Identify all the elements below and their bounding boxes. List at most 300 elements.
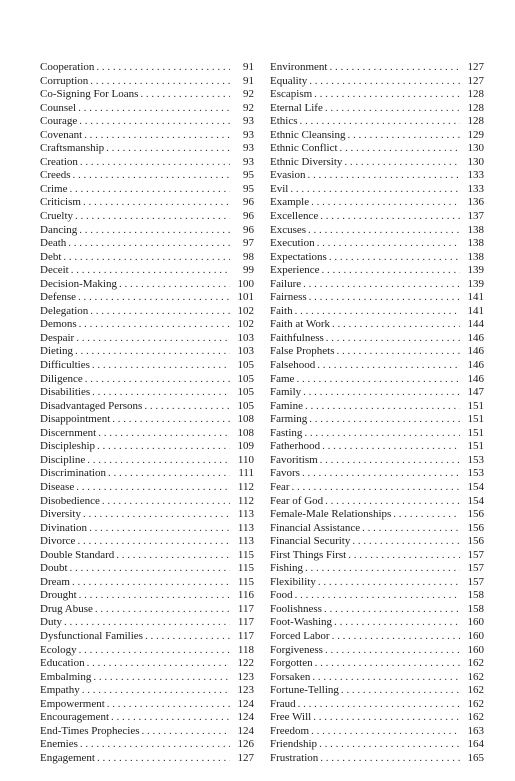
index-page-number: 151: [467, 399, 484, 412]
index-entry: [40, 698, 254, 712]
dot-leader: [82, 684, 230, 698]
index-page-number: 112: [237, 480, 254, 493]
index-term: Forgiveness: [270, 643, 323, 656]
index-entry: [40, 345, 254, 359]
index-term: Dream: [40, 575, 70, 588]
dot-leader: [142, 725, 230, 739]
index-entry: [270, 169, 484, 183]
index-page-number: 146: [467, 359, 484, 372]
dot-leader: [72, 576, 230, 590]
index-page-number: 165: [467, 751, 484, 764]
dot-leader: [305, 562, 460, 576]
index-entry: [40, 644, 254, 658]
index-page-number: 146: [467, 345, 484, 358]
index-page-number: 117: [237, 616, 254, 629]
dot-leader: [79, 115, 230, 129]
index-page-number: 96: [243, 223, 254, 236]
index-page-number: 146: [467, 372, 484, 385]
index-page-number: 137: [467, 210, 484, 223]
index-entry: [270, 630, 484, 644]
index-page-number: 98: [243, 250, 254, 263]
index-term: Experience: [270, 264, 320, 277]
index-term: Embalming: [40, 670, 92, 683]
index-entry: [40, 332, 254, 346]
dot-leader: [106, 142, 230, 156]
index-entry: [40, 386, 254, 400]
index-page-number: 138: [467, 237, 484, 250]
index-page-number: 158: [467, 589, 484, 602]
index-page-number: 138: [467, 223, 484, 236]
index-entry: [270, 264, 484, 278]
index-term: Creation: [40, 155, 78, 168]
index-term: Disease: [40, 480, 75, 493]
index-entry: [270, 603, 484, 617]
dot-leader: [78, 102, 230, 116]
dot-leader: [73, 169, 230, 183]
index-entry: [270, 345, 484, 359]
index-term: Faithfulness: [270, 331, 324, 344]
index-entry: [270, 251, 484, 265]
index-term: Courage: [40, 115, 78, 128]
index-entry: [270, 196, 484, 210]
index-term: Friendship: [270, 738, 318, 751]
dot-leader: [63, 251, 230, 265]
index-page-number: 116: [237, 589, 254, 602]
dot-leader: [79, 224, 230, 238]
index-term: Forgotten: [270, 657, 313, 670]
index-term: Evil: [270, 182, 289, 195]
index-entry: [270, 671, 484, 685]
index-page-number: 128: [467, 88, 484, 101]
index-entry: [40, 224, 254, 238]
index-page-number: 136: [467, 196, 484, 209]
index-page-number: 105: [237, 386, 254, 399]
index-page-number: 153: [467, 467, 484, 480]
index-page-number: 154: [467, 494, 484, 507]
index-page-number: 156: [467, 508, 484, 521]
index-page-number: 151: [467, 440, 484, 453]
index-entry: [270, 495, 484, 509]
index-entry: [40, 183, 254, 197]
index-entry: [40, 454, 254, 468]
dot-leader: [303, 278, 460, 292]
index-term: Forced Labor: [270, 629, 330, 642]
dot-leader: [90, 305, 230, 319]
dot-leader: [321, 264, 460, 278]
dot-leader: [84, 129, 230, 143]
index-page-number: 128: [467, 115, 484, 128]
index-entry: [40, 535, 254, 549]
index-page-number: 93: [243, 115, 254, 128]
index-term: Disadvantaged Persons: [40, 399, 143, 412]
index-page-number: 130: [467, 155, 484, 168]
dot-leader: [80, 156, 230, 170]
dot-leader: [75, 345, 230, 359]
dot-leader: [311, 725, 460, 739]
index-page-number: 162: [467, 684, 484, 697]
index-term: Evasion: [270, 169, 306, 182]
index-term: Empathy: [40, 684, 80, 697]
index-term: Crime: [40, 182, 68, 195]
index-entry: [270, 305, 484, 319]
index-entry: [40, 359, 254, 373]
index-entry: [40, 142, 254, 156]
dot-leader: [116, 549, 230, 563]
index-term: Failure: [270, 277, 302, 290]
index-page-number: 93: [243, 142, 254, 155]
index-page-number: 151: [467, 413, 484, 426]
dot-leader: [320, 454, 460, 468]
index-term: Faith: [270, 304, 293, 317]
index-term: Death: [40, 237, 67, 250]
index-entry: [40, 251, 254, 265]
dot-leader: [83, 508, 230, 522]
dot-leader: [68, 237, 230, 251]
dot-leader: [70, 183, 231, 197]
index-term: Excuses: [270, 223, 307, 236]
index-entry: [270, 522, 484, 536]
dot-leader: [98, 427, 230, 441]
index-entry: [40, 400, 254, 414]
index-term: Delegation: [40, 304, 89, 317]
dot-leader: [92, 359, 230, 373]
index-term: Fear: [270, 480, 290, 493]
dot-leader: [145, 630, 230, 644]
dot-leader: [320, 752, 460, 766]
index-page-number: 162: [467, 670, 484, 683]
index-term: Falsehood: [270, 359, 316, 372]
index-term: Enemies: [40, 738, 78, 751]
index-term: Fatherhood: [270, 440, 321, 453]
index-term: Criticism: [40, 196, 81, 209]
index-term: Frustration: [270, 751, 319, 764]
dot-leader: [96, 61, 230, 75]
index-term: Fame: [270, 372, 295, 385]
index-entry: [40, 318, 254, 332]
index-page-number: 139: [467, 277, 484, 290]
index-page-number: 124: [237, 711, 254, 724]
index-page-number: 105: [237, 359, 254, 372]
index-page-number: 153: [467, 453, 484, 466]
index-page-number: 91: [243, 61, 254, 73]
index-term: Discipline: [40, 453, 86, 466]
index-entry: [40, 684, 254, 698]
dot-leader: [77, 535, 230, 549]
index-entry: [270, 467, 484, 481]
index-page-number: 105: [237, 399, 254, 412]
index-entry: [40, 616, 254, 630]
index-term: Drug Abuse: [40, 602, 93, 615]
index-term: Financial Assistance: [270, 521, 361, 534]
index-page-number: 130: [467, 142, 484, 155]
dot-leader: [144, 400, 230, 414]
index-term: Divorce: [40, 535, 76, 548]
index-page-number: 163: [467, 724, 484, 737]
index-page-number: 97: [243, 237, 254, 250]
dot-leader: [71, 264, 230, 278]
index-entry: [270, 535, 484, 549]
index-term: Fairness: [270, 291, 307, 304]
dot-leader: [102, 495, 230, 509]
index-page-number: 124: [237, 697, 254, 710]
dot-leader: [76, 481, 230, 495]
dot-leader: [119, 278, 230, 292]
index-entry: [270, 291, 484, 305]
index-page-number: 113: [237, 508, 254, 521]
index-term: Excellence: [270, 210, 319, 223]
index-term: Forsaken: [270, 670, 311, 683]
index-term: Famine: [270, 399, 303, 412]
dot-leader: [95, 603, 230, 617]
index-entry: [40, 630, 254, 644]
dot-leader: [309, 413, 460, 427]
dot-leader: [97, 440, 230, 454]
index-page-number: 95: [243, 182, 254, 195]
dot-leader: [312, 671, 460, 685]
index-entry: [270, 400, 484, 414]
index-entry: [40, 102, 254, 116]
index-page-number: 102: [237, 318, 254, 331]
index-term: Dieting: [40, 345, 73, 358]
dot-leader: [322, 440, 460, 454]
index-page-number: 162: [467, 697, 484, 710]
index-term: Double Standard: [40, 548, 115, 561]
index-term: Discrimination: [40, 467, 106, 480]
dot-leader: [332, 630, 460, 644]
dot-leader: [92, 386, 230, 400]
dot-leader: [311, 196, 460, 210]
index-term: Co-Signing For Loans: [40, 88, 139, 101]
index-term: Foot-Washing: [270, 616, 333, 629]
index-entry: [270, 440, 484, 454]
index-entry: [40, 508, 254, 522]
index-entry: [40, 427, 254, 441]
dot-leader: [108, 467, 230, 481]
dot-leader: [80, 738, 230, 752]
index-page-number: 112: [237, 494, 254, 507]
index-entry: [270, 278, 484, 292]
dot-leader: [344, 156, 460, 170]
dot-leader: [348, 549, 460, 563]
index-term: Free Will: [270, 711, 312, 724]
index-page-number: 156: [467, 521, 484, 534]
index-entry: [270, 711, 484, 725]
index-entry: [270, 481, 484, 495]
index-term: Covenant: [40, 128, 83, 141]
index-term: Eternal Life: [270, 101, 323, 114]
index-term: End-Times Prophecies: [40, 724, 140, 737]
index-term: Fraud: [270, 697, 296, 710]
index-page-number: 101: [237, 291, 254, 304]
index-page-number: 115: [237, 575, 254, 588]
index-page-number: 117: [237, 629, 254, 642]
index-term: False Prophets: [270, 345, 335, 358]
index-page-number: 113: [237, 521, 254, 534]
index-page-number: 133: [467, 182, 484, 195]
index-term: Demons: [40, 318, 77, 331]
index-term: Decision-Making: [40, 277, 117, 290]
index-term: Deceit: [40, 264, 69, 277]
index-term: Ethnic Conflict: [270, 142, 338, 155]
index-term: Despair: [40, 331, 75, 344]
index-entry: [270, 698, 484, 712]
index-page-number: 103: [237, 331, 254, 344]
index-page-number: 110: [237, 453, 254, 466]
index-entry: [270, 318, 484, 332]
index-entry: [40, 495, 254, 509]
dot-leader: [324, 603, 460, 617]
index-term: Doubt: [40, 562, 68, 575]
index-entry: [40, 752, 254, 766]
index-entry: [270, 373, 484, 387]
index-term: Family: [270, 386, 302, 399]
index-page-number: 127: [237, 751, 254, 764]
index-term: Engagement: [40, 751, 95, 764]
index-term: Favoritism: [270, 453, 318, 466]
index-entry: [40, 481, 254, 495]
index-term: Disappointment: [40, 413, 111, 426]
index-entry: [270, 752, 484, 766]
dot-leader: [325, 495, 460, 509]
index-term: Ethnic Cleansing: [270, 128, 346, 141]
dot-leader: [302, 467, 460, 481]
index-term: Diversity: [40, 508, 81, 521]
index-page-number: 156: [467, 535, 484, 548]
index-page-number: 139: [467, 264, 484, 277]
dot-leader: [317, 359, 460, 373]
index-entry: [270, 359, 484, 373]
index-term: Ethnic Diversity: [270, 155, 343, 168]
index-page-number: 93: [243, 128, 254, 141]
index-page-number: 115: [237, 548, 254, 561]
index-page-number: 154: [467, 480, 484, 493]
index-page-number: 93: [243, 155, 254, 168]
dot-leader: [292, 481, 460, 495]
index-entry: [40, 373, 254, 387]
dot-leader: [305, 400, 460, 414]
dot-leader: [309, 291, 460, 305]
dot-leader: [314, 88, 460, 102]
index-entry: [270, 738, 484, 752]
dot-leader: [83, 196, 230, 210]
dot-leader: [111, 711, 230, 725]
index-entry: [270, 725, 484, 739]
index-page-number: 160: [467, 616, 484, 629]
dot-leader: [140, 88, 230, 102]
index-page-number: 111: [238, 467, 254, 480]
index-page-number: 123: [237, 670, 254, 683]
dot-leader: [87, 657, 230, 671]
index-page-number: 160: [467, 643, 484, 656]
index-term: Discernment: [40, 426, 97, 439]
index-term: Fortune-Telling: [270, 684, 339, 697]
index-entry: [40, 589, 254, 603]
index-page-number: 99: [243, 264, 254, 277]
index-entry: [270, 210, 484, 224]
index-entry: [270, 644, 484, 658]
dot-leader: [332, 318, 460, 332]
dot-leader: [85, 373, 230, 387]
index-page-number: 147: [467, 386, 484, 399]
index-term: Freedom: [270, 724, 310, 737]
index-page-number: 146: [467, 331, 484, 344]
index-entry: [270, 61, 484, 75]
index-entry: [270, 224, 484, 238]
dot-leader: [320, 210, 460, 224]
index-page-number: 138: [467, 250, 484, 263]
index-entry: [40, 264, 254, 278]
index-entry: [270, 183, 484, 197]
index-term: Expectations: [270, 250, 327, 263]
index-entry: [270, 413, 484, 427]
index-entry: [270, 576, 484, 590]
dot-leader: [300, 115, 461, 129]
dot-leader: [393, 508, 460, 522]
dot-leader: [112, 413, 230, 427]
index-term: Corruption: [40, 74, 89, 87]
index-term: Fear of God: [270, 494, 324, 507]
index-term: Empowerment: [40, 697, 105, 710]
dot-leader: [79, 318, 230, 332]
index-entry: [40, 522, 254, 536]
index-term: First Things First: [270, 548, 347, 561]
index-term: Foolishness: [270, 602, 322, 615]
dot-leader: [308, 224, 460, 238]
index-entry: [270, 156, 484, 170]
index-term: Cruelty: [40, 210, 73, 223]
index-entry: [40, 305, 254, 319]
index-page-number: 127: [467, 61, 484, 73]
index-term: Escapism: [270, 88, 313, 101]
index-entry: [40, 129, 254, 143]
dot-leader: [329, 61, 460, 75]
index-entry: [270, 684, 484, 698]
dot-leader: [329, 251, 460, 265]
index-page: [40, 61, 484, 765]
dot-leader: [295, 589, 460, 603]
index-term: Drought: [40, 589, 77, 602]
index-entry: [270, 386, 484, 400]
dot-leader: [303, 386, 460, 400]
index-entry: [40, 562, 254, 576]
index-term: Fasting: [270, 426, 303, 439]
dot-leader: [318, 576, 460, 590]
index-page-number: 113: [237, 535, 254, 548]
index-term: Education: [40, 657, 85, 670]
dot-leader: [97, 752, 230, 766]
index-page-number: 160: [467, 629, 484, 642]
index-page-number: 158: [467, 602, 484, 615]
index-entry: [40, 711, 254, 725]
index-page-number: 162: [467, 657, 484, 670]
index-entry: [40, 576, 254, 590]
dot-leader: [87, 454, 230, 468]
index-page-number: 126: [237, 738, 254, 751]
index-term: Divination: [40, 521, 88, 534]
dot-leader: [89, 522, 230, 536]
dot-leader: [362, 522, 460, 536]
index-page-number: 95: [243, 169, 254, 182]
index-term: Dysfunctional Families: [40, 629, 143, 642]
dot-leader: [76, 332, 230, 346]
index-entry: [270, 562, 484, 576]
index-page-number: 141: [467, 291, 484, 304]
index-entry: [270, 589, 484, 603]
index-page-number: 96: [243, 196, 254, 209]
index-term: Difficulties: [40, 359, 90, 372]
index-page-number: 122: [237, 657, 254, 670]
index-term: Craftsmanship: [40, 142, 105, 155]
